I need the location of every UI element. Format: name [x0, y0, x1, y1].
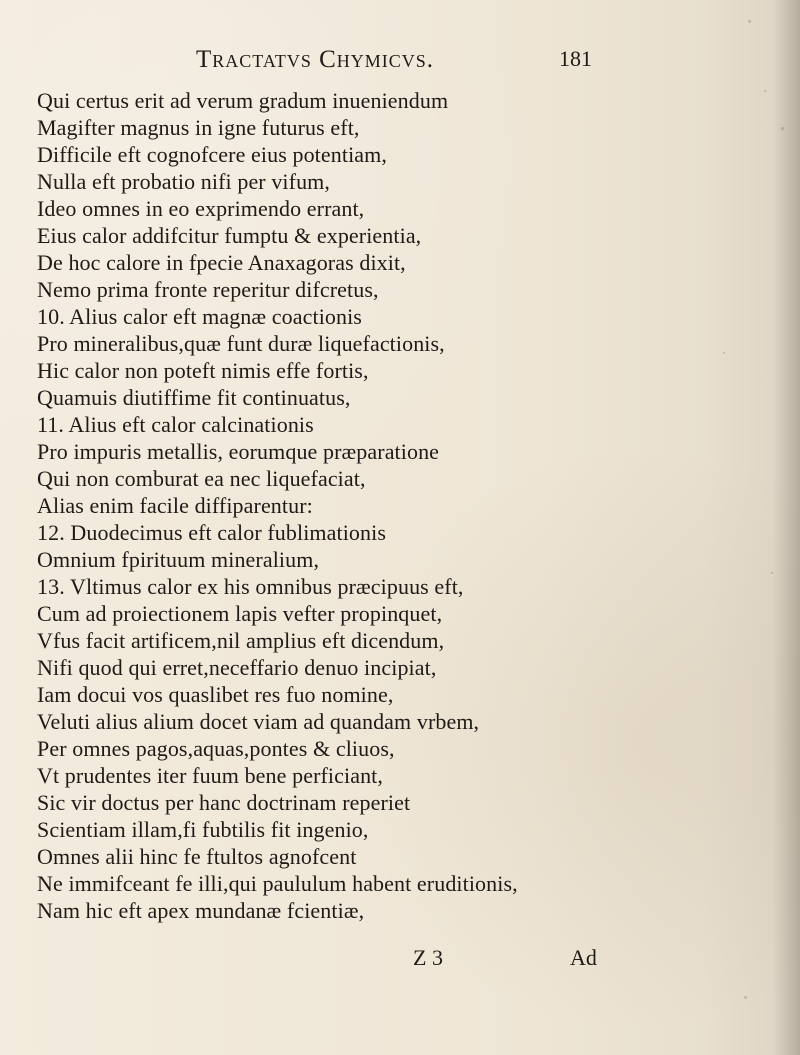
text-line: Eius calor addifcitur fumptu & experientia,	[37, 223, 422, 248]
text-line: Ne immifceant fe illi,qui paululum habent eruditionis,	[37, 871, 518, 896]
text-line: Magifter magnus in igne futurus eft,	[37, 115, 360, 140]
text-line: Omnium fpirituum mineralium,	[37, 547, 320, 572]
text-line: Nemo prima fronte reperitur difcretus,	[37, 277, 379, 302]
text-line: 11. Alius eft calor calcinationis	[37, 412, 314, 437]
text-line: Pro impuris metallis, eorumque præparatione	[37, 439, 440, 464]
catchword: Ad	[570, 945, 597, 970]
text-line: Qui certus erit ad verum gradum inueniendum	[37, 88, 449, 113]
text-line: Quamuis diutiffime fit continuatus,	[37, 385, 351, 410]
running-title: Tractatvs Chymicvs.	[196, 46, 435, 73]
text-line: Alias enim facile diffiparentur:	[37, 493, 313, 518]
text-line: Omnes alii hinc fe ftultos agnofcent	[37, 844, 357, 869]
paper-speck	[781, 127, 784, 130]
text-line: 13. Vltimus calor ex his omnibus præcipuus eft,	[37, 574, 464, 599]
text-line: Veluti alius alium docet viam ad quandam vrbem,	[37, 709, 480, 734]
text-line: Hic calor non poteft nimis effe fortis,	[37, 358, 369, 383]
paper-speck	[723, 352, 725, 354]
page-gutter-shadow	[772, 0, 800, 1055]
paper-speck	[744, 996, 747, 999]
page-header	[196, 46, 592, 80]
paper-speck	[764, 90, 766, 92]
text-line: Per omnes pagos,aquas,pontes & cliuos,	[37, 736, 395, 761]
paper-speck	[771, 572, 773, 574]
text-line: Nulla eft probatio nifi per vifum,	[37, 169, 330, 194]
text-line: Iam docui vos quaslibet res fuo nomine,	[37, 682, 394, 707]
text-line: Nam hic eft apex mundanæ fcientiæ,	[37, 898, 365, 923]
text-line: Difficile eft cognofcere eius potentiam,	[37, 142, 387, 167]
text-line: De hoc calore in fpecie Anaxagoras dixit,	[37, 250, 406, 275]
text-line: Nifi quod qui erret,neceffario denuo incipiat,	[37, 655, 437, 680]
text-line: Vfus facit artificem,nil amplius eft dicendum,	[37, 628, 445, 653]
page-number: 181	[559, 46, 592, 71]
text-line: Cum ad proiectionem lapis vefter propinquet,	[37, 601, 443, 626]
text-line: Sic vir doctus per hanc doctrinam reperiet	[37, 790, 411, 815]
text-line: Pro mineralibus,quæ funt duræ liquefactionis,	[37, 331, 445, 356]
text-line: 12. Duodecimus eft calor fublimationis	[37, 520, 386, 545]
paper-speck	[748, 20, 751, 23]
printer-signature: Z 3	[413, 945, 443, 970]
text-line: Qui non comburat ea nec liquefaciat,	[37, 466, 366, 491]
text-line: Ideo omnes in eo exprimendo errant,	[37, 196, 365, 221]
text-line: 10. Alius calor eft magnæ coactionis	[37, 304, 362, 329]
text-line: Scientiam illam,fi fubtilis fit ingenio,	[37, 817, 369, 842]
text-line: Vt prudentes iter fuum bene perficiant,	[37, 763, 383, 788]
poem-text-block	[37, 86, 687, 946]
